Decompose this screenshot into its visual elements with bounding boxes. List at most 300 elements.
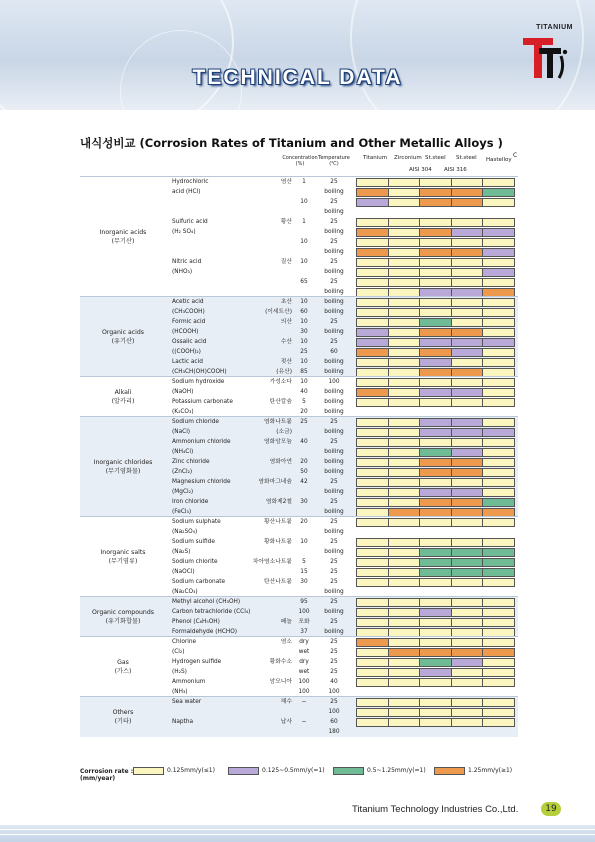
page-title: TECHNICAL DATA [192, 66, 403, 89]
corrosion-rate-cell [357, 619, 389, 626]
temperature-value: boiling [324, 329, 344, 335]
corrosion-rate-cell [357, 189, 389, 196]
corrosion-rate-cell [483, 679, 514, 686]
temperature-value: 25 [330, 219, 338, 225]
corrosion-rate-cell [357, 519, 389, 526]
corrosion-rate-bar [356, 398, 515, 407]
chemical-name: Iron chloride [172, 499, 209, 505]
corrosion-rate-cell [389, 519, 421, 526]
chemical-name: Naptha [172, 719, 194, 725]
corrosion-rate-cell [452, 619, 484, 626]
corrosion-rate-cell [452, 499, 484, 506]
temperature-value: 60 [330, 719, 338, 725]
corrosion-rate-cell [389, 709, 421, 716]
corrosion-rate-cell [452, 329, 484, 336]
corrosion-rate-cell [389, 249, 421, 256]
corrosion-rate-cell [357, 379, 389, 386]
concentration-value: 100 [298, 609, 310, 615]
chemical-name: Sea water [172, 699, 202, 705]
corrosion-rate-bar [356, 348, 515, 357]
group-name [80, 548, 166, 566]
corrosion-rate-cell [483, 199, 514, 206]
corrosion-rate-bar [356, 448, 515, 457]
table-group [80, 636, 518, 697]
group-name-en: Organic compounds [92, 609, 154, 616]
group-name-kr: (기타) [114, 718, 132, 725]
corrosion-rate-cell [357, 309, 389, 316]
chemical-name-kr: 납사 [280, 719, 292, 725]
corrosion-rate-cell [420, 219, 452, 226]
corrosion-rate-cell [420, 419, 452, 426]
corrosion-rate-cell [420, 499, 452, 506]
corrosion-rate-cell [357, 559, 389, 566]
temperature-value: 25 [330, 569, 338, 575]
corrosion-rate-cell [483, 479, 514, 486]
header-concentration-label: Concentration [282, 155, 318, 161]
chemical-name-kr: 염화아연 [269, 459, 292, 465]
chemical-name-kr: (유산) [276, 369, 292, 375]
corrosion-rate-cell [452, 339, 484, 346]
corrosion-rate-cell [357, 459, 389, 466]
temperature-value: 25 [330, 319, 338, 325]
corrosion-rate-cell [357, 299, 389, 306]
chemical-name-kr: 염화제2철 [265, 499, 292, 505]
corrosion-rate-cell [389, 179, 421, 186]
corrosion-rate-cell [420, 459, 452, 466]
corrosion-rate-bar [356, 178, 515, 187]
corrosion-rate-cell [483, 419, 514, 426]
corrosion-rate-cell [452, 459, 484, 466]
temperature-value: boiling [324, 549, 344, 555]
corrosion-rate-cell [357, 669, 389, 676]
group-name-en: Inorganic acids [99, 229, 147, 236]
corrosion-rate-cell [483, 279, 514, 286]
corrosion-rate-cell [357, 659, 389, 666]
corrosion-rate-cell [452, 569, 484, 576]
temperature-value: boiling [324, 409, 344, 415]
corrosion-rate-cell [452, 559, 484, 566]
corrosion-rate-cell [389, 469, 421, 476]
corrosion-rate-cell [389, 299, 421, 306]
temperature-value: 25 [330, 669, 338, 675]
corrosion-rate-bar [356, 578, 515, 587]
corrosion-rate-cell [389, 329, 421, 336]
concentration-value: 1 [302, 179, 306, 185]
header-material: St.steel [456, 155, 477, 161]
header-temperature-unit: (℃) [329, 161, 339, 167]
corrosion-rate-cell [483, 219, 514, 226]
chemical-name: (CH₃COOH) [172, 309, 205, 315]
corrosion-rate-cell [357, 609, 389, 616]
corrosion-rate-cell [357, 419, 389, 426]
chemical-name: Lactic acid [172, 359, 203, 365]
corrosion-rate-cell [357, 569, 389, 576]
group-name [80, 658, 166, 676]
concentration-value: 25 [300, 349, 308, 355]
corrosion-rate-cell [452, 179, 484, 186]
corrosion-rate-cell [420, 389, 452, 396]
temperature-value: 25 [330, 439, 338, 445]
corrosion-rate-cell [420, 379, 452, 386]
temperature-value: boiling [324, 429, 344, 435]
header-temperature [314, 155, 354, 167]
corrosion-rate-bar [356, 708, 515, 717]
corrosion-rate-cell [483, 439, 514, 446]
chemical-name: Ossalic acid [172, 339, 207, 345]
footer-stripe [0, 834, 595, 835]
temperature-value: boiling [324, 399, 344, 405]
temperature-value: boiling [324, 389, 344, 395]
temperature-value: 25 [330, 519, 338, 525]
chemical-name: (H₂ SO₄) [172, 229, 196, 235]
corrosion-rate-cell [483, 559, 514, 566]
group-name-kr: (유기화합물) [105, 618, 141, 625]
corrosion-rate-cell [420, 609, 452, 616]
temperature-value: boiling [324, 289, 344, 295]
concentration-value: 85 [300, 369, 308, 375]
chemical-name: Sodium hydroxide [172, 379, 225, 385]
concentration-value: 10 [300, 339, 308, 345]
temperature-value: boiling [324, 249, 344, 255]
corrosion-rate-cell [452, 709, 484, 716]
corrosion-rate-cell [389, 489, 421, 496]
corrosion-rate-cell [420, 199, 452, 206]
corrosion-rate-cell [452, 369, 484, 376]
temperature-value: boiling [324, 459, 344, 465]
temperature-value: 25 [330, 239, 338, 245]
corrosion-rate-cell [452, 539, 484, 546]
corrosion-rate-cell [420, 569, 452, 576]
temperature-value: boiling [324, 209, 344, 215]
corrosion-rate-cell [389, 369, 421, 376]
concentration-value: 40 [300, 389, 308, 395]
chemical-name-kr: (소금) [276, 429, 292, 435]
chemical-name: Hydrogen sulfide [172, 659, 222, 665]
temperature-value: boiling [324, 189, 344, 195]
corrosion-rate-cell [389, 239, 421, 246]
concentration-value: 10 [300, 259, 308, 265]
corrosion-rate-cell [389, 559, 421, 566]
section-title: 내식성비교 (Corrosion Rates of Titanium and Other Metallic Alloys ) [80, 136, 503, 150]
corrosion-rate-cell [452, 549, 484, 556]
corrosion-rate-cell [420, 399, 452, 406]
corrosion-rate-cell [357, 699, 389, 706]
corrosion-rate-cell [452, 189, 484, 196]
temperature-value: 100 [328, 379, 340, 385]
chemical-name-kr: 젖산 [280, 359, 292, 365]
corrosion-rate-cell [357, 279, 389, 286]
chemical-name: (NH₄Cl) [172, 449, 194, 455]
group-name-en: Gas [117, 659, 129, 666]
corrosion-rate-cell [389, 659, 421, 666]
corrosion-rate-cell [420, 259, 452, 266]
corrosion-rate-cell [357, 439, 389, 446]
concentration-value: 10 [300, 319, 308, 325]
corrosion-rate-cell [483, 299, 514, 306]
corrosion-rate-bar [356, 218, 515, 227]
corrosion-rate-cell [420, 649, 452, 656]
corrosion-rate-bar [356, 468, 515, 477]
temperature-value: boiling [324, 449, 344, 455]
legend-label: 0.5~1.25mm/y(=1) [367, 767, 426, 774]
corrosion-rate-cell [420, 479, 452, 486]
table-group [80, 416, 518, 517]
chemical-name: Ammonium [172, 679, 206, 685]
corrosion-rate-cell [483, 569, 514, 576]
corrosion-rate-cell [483, 239, 514, 246]
group-name-kr: (가스) [114, 668, 132, 675]
corrosion-rate-cell [483, 599, 514, 606]
corrosion-rate-cell [452, 639, 484, 646]
corrosion-rate-cell [389, 389, 421, 396]
chemical-name-kr: 암모니아 [269, 679, 292, 685]
corrosion-rate-cell [357, 429, 389, 436]
concentration-value: 10 [300, 239, 308, 245]
corrosion-rate-cell [483, 609, 514, 616]
corrosion-rate-cell [452, 599, 484, 606]
corrosion-rate-bar [356, 608, 515, 617]
concentration-value: 30 [300, 499, 308, 505]
group-name-kr: (유기산) [111, 338, 135, 345]
corrosion-rate-cell [357, 369, 389, 376]
corrosion-rate-cell [389, 639, 421, 646]
corrosion-rate-cell [452, 649, 484, 656]
concentration-value: 95 [300, 599, 308, 605]
group-name [80, 458, 166, 476]
corrosion-rate-bar [356, 438, 515, 447]
corrosion-rate-cell [452, 309, 484, 316]
corrosion-rate-cell [389, 609, 421, 616]
corrosion-rate-cell [420, 269, 452, 276]
chemical-name: (FeCl₃) [172, 509, 192, 515]
concentration-value: 15 [300, 569, 308, 575]
corrosion-rate-cell [420, 179, 452, 186]
header-band [0, 0, 595, 110]
temperature-value: boiling [324, 589, 344, 595]
corrosion-rate-cell [389, 649, 421, 656]
corrosion-rate-cell [483, 509, 514, 516]
corrosion-rate-cell [357, 239, 389, 246]
corrosion-rate-cell [357, 339, 389, 346]
temperature-value: 25 [330, 419, 338, 425]
corrosion-rate-cell [357, 639, 389, 646]
chemical-name: (NH₃) [172, 689, 188, 695]
chemical-name-kr: 페놀 [280, 619, 292, 625]
corrosion-rate-cell [483, 629, 514, 636]
concentration-value: 65 [300, 279, 308, 285]
temperature-value: boiling [324, 489, 344, 495]
temperature-value: 25 [330, 559, 338, 565]
corrosion-rate-cell [483, 639, 514, 646]
concentration-value: 20 [300, 409, 308, 415]
corrosion-rate-cell [357, 319, 389, 326]
corrosion-rate-cell [389, 719, 421, 726]
corrosion-rate-cell [389, 679, 421, 686]
temperature-value: boiling [324, 609, 344, 615]
chemical-name-kr: 탄산나트륨 [264, 579, 292, 585]
legend-swatch [434, 767, 465, 775]
corrosion-rate-cell [420, 629, 452, 636]
corrosion-rate-cell [483, 329, 514, 336]
concentration-value: 1 [302, 219, 306, 225]
corrosion-rate-cell [483, 519, 514, 526]
table-group [80, 696, 518, 737]
temperature-value: boiling [324, 309, 344, 315]
temperature-value: 25 [330, 699, 338, 705]
corrosion-rate-cell [452, 469, 484, 476]
temperature-value: boiling [324, 369, 344, 375]
corrosion-rate-bar [356, 228, 515, 237]
chemical-name: Sodium sulfide [172, 539, 215, 545]
corrosion-rate-cell [452, 319, 484, 326]
group-name-en: Inorganic chlorides [93, 459, 153, 466]
corrosion-rate-cell [357, 359, 389, 366]
group-name-en: Inorganic salts [100, 549, 146, 556]
concentration-value: 42 [300, 479, 308, 485]
corrosion-rate-cell [420, 679, 452, 686]
corrosion-rate-cell [420, 489, 452, 496]
temperature-value: 60 [330, 349, 338, 355]
chemical-name: Sodium sulphate [172, 519, 221, 525]
corrosion-rate-cell [357, 719, 389, 726]
corrosion-rate-cell [420, 659, 452, 666]
corrosion-rate-bar [356, 518, 515, 527]
group-name-kr: (무기염화물) [105, 468, 141, 475]
temperature-value: 25 [330, 479, 338, 485]
chemical-name-kr: 염소 [280, 639, 292, 645]
chemical-name-kr: 의산 [280, 319, 292, 325]
header-hastelloy-suffix: C [513, 152, 518, 159]
chemical-name: ((COOH)₂) [172, 349, 201, 355]
chemical-name: Carbon tetrachloride (CCl₄) [172, 609, 251, 615]
chemical-name-kr: 초산 [280, 299, 292, 305]
corrosion-rate-bar [356, 358, 515, 367]
corrosion-rate-cell [389, 569, 421, 576]
concentration-value: 100 [298, 679, 310, 685]
corrosion-rate-cell [452, 299, 484, 306]
corrosion-rate-cell [452, 719, 484, 726]
corrosion-rate-bar [356, 298, 515, 307]
corrosion-rate-bar [356, 378, 515, 387]
concentration-value: 20 [300, 459, 308, 465]
corrosion-rate-cell [420, 579, 452, 586]
chemical-name: Nitric acid [172, 259, 202, 265]
corrosion-rate-cell [483, 349, 514, 356]
chemical-name-kr: 탄산칼슘 [269, 399, 292, 405]
table-group [80, 296, 518, 377]
concentration-value: − [301, 719, 307, 725]
corrosion-rate-bar [356, 648, 515, 657]
chemical-name: Acetic acid [172, 299, 204, 305]
temperature-value: boiling [324, 469, 344, 475]
corrosion-rate-cell [420, 429, 452, 436]
chemical-name: Magnesium chloride [172, 479, 231, 485]
corrosion-rate-cell [483, 309, 514, 316]
header-material: St.steel [425, 155, 446, 161]
corrosion-rate-cell [483, 619, 514, 626]
corrosion-rate-bar [356, 388, 515, 397]
legend-swatch [228, 767, 259, 775]
corrosion-rate-cell [420, 359, 452, 366]
temperature-value: 25 [330, 649, 338, 655]
chemical-name: Formic acid [172, 319, 206, 325]
group-name-en: Organic acids [101, 329, 145, 336]
corrosion-rate-cell [420, 299, 452, 306]
corrosion-rate-cell [420, 599, 452, 606]
concentration-value: 10 [300, 359, 308, 365]
concentration-value: 60 [300, 309, 308, 315]
concentration-value: 10 [300, 299, 308, 305]
temperature-value: boiling [324, 299, 344, 305]
chemical-name-kr: 가성소다 [269, 379, 292, 385]
chemical-name-kr: 해수 [280, 699, 292, 705]
corrosion-rate-cell [389, 259, 421, 266]
table-group [80, 596, 518, 637]
corrosion-rate-cell [483, 539, 514, 546]
header-material: Titanium [363, 155, 388, 161]
corrosion-rate-cell [357, 629, 389, 636]
concentration-value: 50 [300, 469, 308, 475]
temperature-value: boiling [324, 229, 344, 235]
corrosion-rate-cell [389, 219, 421, 226]
corrosion-rate-cell [452, 249, 484, 256]
corrosion-rate-cell [483, 459, 514, 466]
chemical-name-kr: 염화암모늄 [264, 439, 292, 445]
corrosion-rate-cell [357, 709, 389, 716]
corrosion-rate-cell [483, 429, 514, 436]
corrosion-rate-bar [356, 268, 515, 277]
corrosion-rate-bar [356, 718, 515, 727]
corrosion-rate-cell [357, 489, 389, 496]
chemical-name: (NaOH) [172, 389, 194, 395]
chemical-name-kr: 염산 [280, 179, 292, 185]
corrosion-rate-cell [452, 679, 484, 686]
corrosion-rate-cell [483, 249, 514, 256]
group-name [80, 708, 166, 726]
corrosion-rate-cell [357, 469, 389, 476]
chemical-name: (Cl₂) [172, 649, 185, 655]
chemical-name: Sulfuric acid [172, 219, 208, 225]
temperature-value: boiling [324, 629, 344, 635]
corrosion-rate-cell [357, 389, 389, 396]
corrosion-rate-cell [389, 509, 421, 516]
concentration-value: 100 [298, 689, 310, 695]
corrosion-rate-bar [356, 638, 515, 647]
corrosion-rate-cell [357, 579, 389, 586]
corrosion-rate-cell [420, 449, 452, 456]
corrosion-rate-cell [389, 419, 421, 426]
chemical-name: (K₂CO₃) [172, 409, 194, 415]
corrosion-rate-cell [420, 559, 452, 566]
corrosion-rate-cell [420, 519, 452, 526]
corrosion-rate-bar [356, 548, 515, 557]
corrosion-rate-cell [452, 289, 484, 296]
chemical-name: (HCOOH) [172, 329, 199, 335]
temperature-value: boiling [324, 269, 344, 275]
corrosion-rate-cell [420, 639, 452, 646]
corrosion-rate-cell [483, 289, 514, 296]
corrosion-rate-cell [389, 499, 421, 506]
legend-swatch [333, 767, 364, 775]
corrosion-rate-cell [483, 449, 514, 456]
concentration-value: 40 [300, 439, 308, 445]
corrosion-rate-cell [483, 229, 514, 236]
corrosion-rate-bar [356, 538, 515, 547]
corrosion-rate-cell [389, 549, 421, 556]
concentration-value: − [301, 699, 307, 705]
corrosion-rate-cell [420, 439, 452, 446]
corrosion-rate-cell [452, 399, 484, 406]
